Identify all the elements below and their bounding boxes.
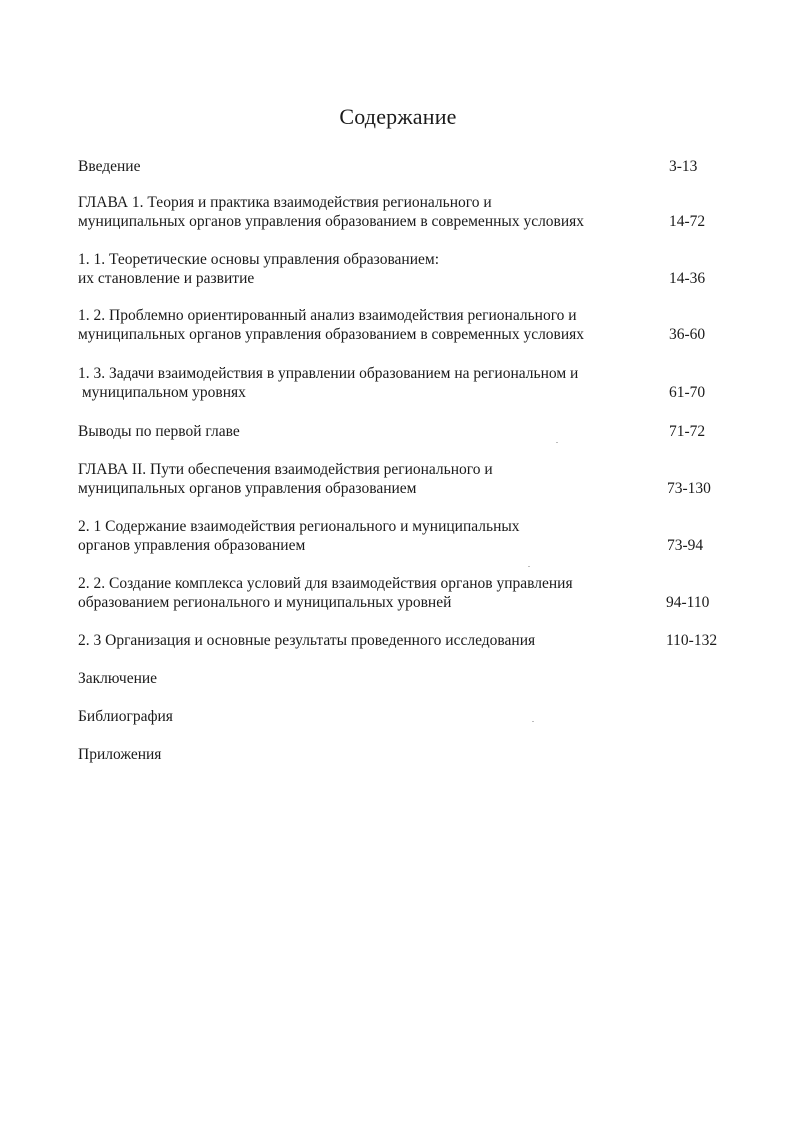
toc-entry-text: ГЛАВА II. Пути обеспечения взаимодействия регионального и xyxy=(78,461,493,478)
toc-page-range: 14-36 xyxy=(669,270,706,287)
toc-page-range: 73-94 xyxy=(667,537,704,554)
toc-entry-text: муниципальном уровнях xyxy=(78,384,246,401)
toc-entry-text: образованием регионального и муниципальных уровней xyxy=(78,594,452,611)
toc-entry-section-2-3 xyxy=(78,631,638,650)
toc-page-range: 36-60 xyxy=(669,326,706,343)
toc-page-range: 110-132 xyxy=(666,632,718,649)
toc-entry-text: муниципальных органов управления образованием в современных условиях xyxy=(78,326,585,343)
toc-entry-section-2-2 xyxy=(78,574,638,612)
toc-entry-text: 2. 3 Организация и основные результаты проведенного исследования xyxy=(78,632,536,649)
toc-entry-bibliography xyxy=(78,707,638,726)
toc-entry-section-2-1 xyxy=(78,517,638,555)
toc-entry-text: органов управления образованием xyxy=(78,537,306,554)
toc-entry-text: Выводы по первой главе xyxy=(78,423,240,440)
toc-entry-text: ГЛАВА 1. Теория и практика взаимодействия регионального и xyxy=(78,194,492,211)
toc-entry-conclusions-ch1 xyxy=(78,422,638,441)
toc-entry-section-1-1 xyxy=(78,250,638,288)
scan-speck xyxy=(556,442,558,443)
toc-entry-text: муниципальных органов управления образованием xyxy=(78,480,417,497)
toc-page-range: 73-130 xyxy=(667,480,711,497)
toc-entry-text: 2. 2. Создание комплекса условий для взаимодействия органов управления xyxy=(78,575,573,592)
toc-entry-text: их становление и развитие xyxy=(78,270,255,287)
toc-entry-text: Заключение xyxy=(78,670,158,687)
toc-entry-chapter-1 xyxy=(78,193,638,231)
scan-speck xyxy=(532,721,534,722)
toc-entry-text: муниципальных органов управления образованием в современных условиях xyxy=(78,213,585,230)
toc-entry-chapter-2 xyxy=(78,460,638,498)
toc-entry-text: 2. 1 Содержание взаимодействия регионального и муниципальных xyxy=(78,518,520,535)
toc-page-range: 14-72 xyxy=(669,213,706,230)
toc-entry-section-1-3 xyxy=(78,364,638,402)
toc-entry-section-1-2 xyxy=(78,306,638,344)
scan-speck xyxy=(528,566,530,567)
toc-entry-introduction xyxy=(78,157,638,176)
toc-entry-text: 1. 2. Проблемно ориентированный анализ взаимодействия регионального и xyxy=(78,307,577,324)
toc-entry-conclusion xyxy=(78,669,638,688)
toc-entry-text: Введение xyxy=(78,158,141,175)
toc-page-range: 71-72 xyxy=(669,423,706,440)
toc-page-range: 61-70 xyxy=(669,384,706,401)
toc-entry-appendices xyxy=(78,745,638,764)
toc-page-range: 3-13 xyxy=(669,158,698,175)
toc-entry-text: 1. 1. Теоретические основы управления образованием: xyxy=(78,251,440,268)
toc-entry-text: Библиография xyxy=(78,708,173,725)
toc-entry-text: Приложения xyxy=(78,746,162,763)
toc-page-range: 94-110 xyxy=(666,594,710,611)
page-title: Содержание xyxy=(339,104,457,129)
toc-entry-text: 1. 3. Задачи взаимодействия в управлении образованием на региональном и xyxy=(78,365,579,382)
